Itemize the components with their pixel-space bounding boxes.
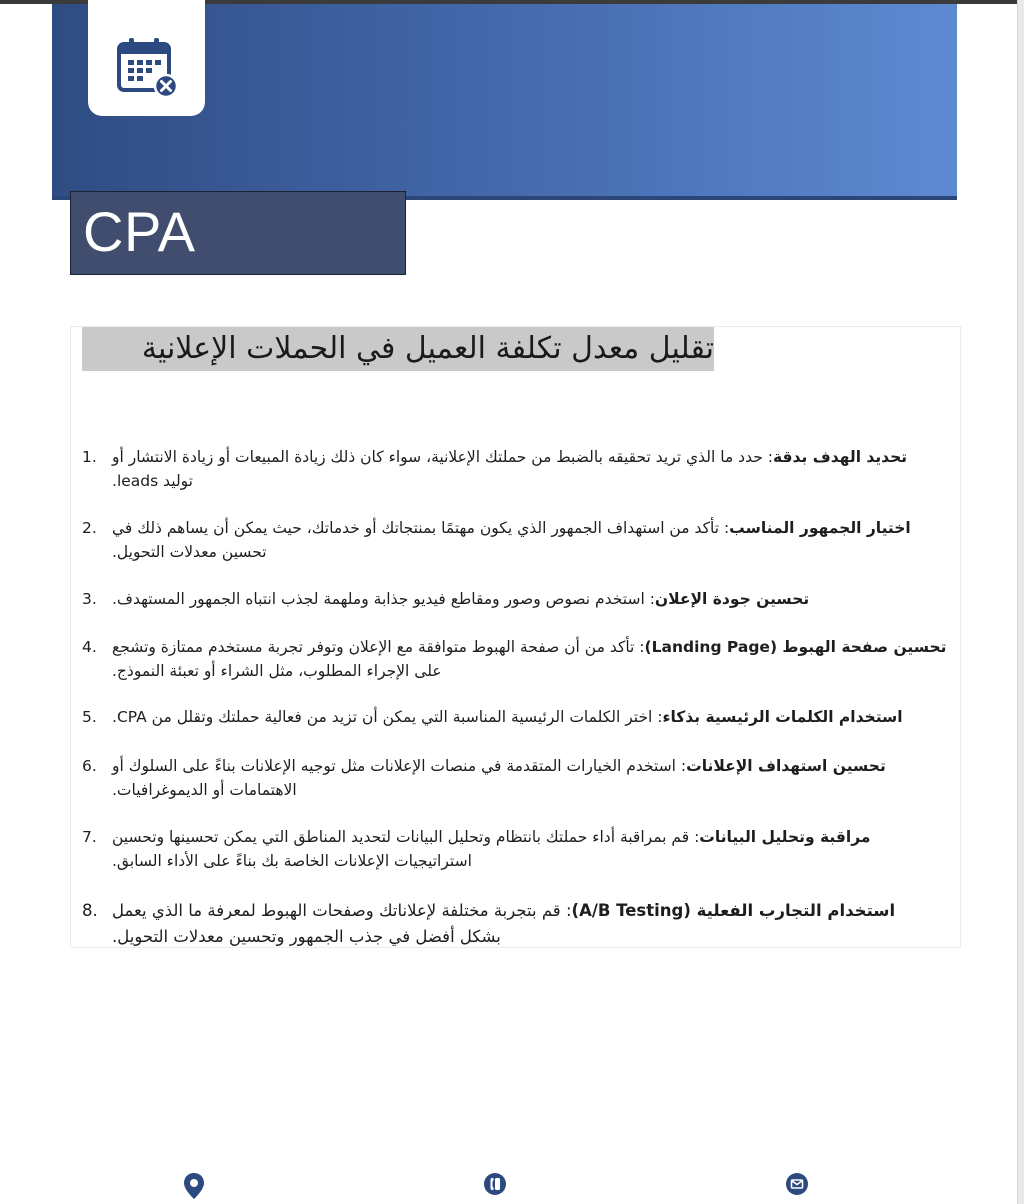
logo-tile xyxy=(88,0,205,116)
item-line: مراقبة وتحليل البيانات: قم بمراقبة أداء حملتك بانتظام وتحليل البيانات لتحديد المناطق التي يمكن تحسينها وتحسين xyxy=(112,828,871,846)
item-title: استخدام التجارب الفعلية (A/B Testing) xyxy=(571,901,896,920)
item-text: اختر الكلمات الرئيسية المناسبة التي يمكن أن تزيد من فعالية حملتك وتقلل من CPA. xyxy=(112,708,653,726)
item-title: استخدام الكلمات الرئيسية بذكاء xyxy=(662,708,903,726)
item-text: تأكد من أن صفحة الهبوط متوافقة مع الإعلان وتوفر تجربة مستخدم ممتازة وتشجع xyxy=(112,638,635,656)
item-text: قم بتجربة مختلفة لإعلاناتك وصفحات الهبوط لمعرفة ما الذي يعمل xyxy=(112,901,561,920)
item-number: 5. xyxy=(82,708,97,726)
item-number: 1. xyxy=(82,448,97,466)
badge-text: CPA xyxy=(83,200,196,263)
item-title: تحسين صفحة الهبوط (Landing Page) xyxy=(644,638,947,656)
item-title: اختيار الجمهور المناسب xyxy=(729,519,911,537)
phone-icon[interactable] xyxy=(483,1172,507,1196)
item-line-continued: بشكل أفضل في جذب الجمهور وتحسين معدلات التحويل. xyxy=(112,927,501,946)
item-line-continued: توليد leads. xyxy=(112,472,193,490)
item-line-continued: تحسين معدلات التحويل. xyxy=(112,543,267,561)
item-number: 7. xyxy=(82,828,97,846)
item-title: تحسين جودة الإعلان xyxy=(654,590,810,608)
item-title: تحديد الهدف بدقة xyxy=(772,448,908,466)
item-line: تحسين جودة الإعلان: استخدم نصوص وصور ومقاطع فيديو جذابة وملهمة لجذب انتباه الجمهور المستهدف. xyxy=(112,590,810,608)
title-badge xyxy=(70,191,406,275)
item-text: تأكد من استهداف الجمهور الذي يكون مهتمًا بمنتجاتك أو خدماتك، حيث يمكن أن يساهم ذلك في xyxy=(112,519,720,537)
item-number: 2. xyxy=(82,519,97,537)
item-line: استخدام التجارب الفعلية (A/B Testing): قم بتجربة مختلفة لإعلاناتك وصفحات الهبوط لمعرفة ما الذي يعمل xyxy=(112,901,896,920)
item-number: 4. xyxy=(82,638,97,656)
item-line: تحديد الهدف بدقة: حدد ما الذي تريد تحقيقه بالضبط من حملتك الإعلانية، سواء كان ذلك زيادة المبيعات أو زيادة الانتشار أو xyxy=(112,448,908,466)
item-line-continued: الاهتمامات أو الديموغرافيات. xyxy=(112,781,297,799)
item-title: مراقبة وتحليل البيانات xyxy=(699,828,871,846)
item-line: تحسين استهداف الإعلانات: استخدم الخيارات المتقدمة في منصات الإعلانات مثل توجيه الإعلانات بناءً على السلوك أو xyxy=(112,757,886,775)
item-line-continued: استراتيجيات الإعلانات الخاصة بك بناءً على الأداء السابق. xyxy=(112,852,472,870)
item-number: 8. xyxy=(82,901,98,920)
item-text: حدد ما الذي تريد تحقيقه بالضبط من حملتك الإعلانية، سواء كان ذلك زيادة المبيعات أو زيادة الانتشار أو xyxy=(112,448,763,466)
item-number: 3. xyxy=(82,590,97,608)
item-text: قم بمراقبة أداء حملتك بانتظام وتحليل البيانات لتحديد المناطق التي يمكن تحسينها وتحسين xyxy=(112,828,690,846)
email-icon[interactable] xyxy=(785,1172,809,1196)
location-pin-icon[interactable] xyxy=(183,1172,205,1200)
item-text: استخدم نصوص وصور ومقاطع فيديو جذابة وملهمة لجذب انتباه الجمهور المستهدف. xyxy=(112,590,645,608)
item-line: اختيار الجمهور المناسب: تأكد من استهداف الجمهور الذي يكون مهتمًا بمنتجاتك أو خدماتك، حيث يمكن أن يساهم ذلك في xyxy=(112,519,911,537)
item-title: تحسين استهداف الإعلانات xyxy=(686,757,886,775)
page-title: تقليل معدل تكلفة العميل في الحملات الإعلانية xyxy=(82,327,714,371)
item-number: 6. xyxy=(82,757,97,775)
calendar-cancel-icon xyxy=(117,36,177,98)
item-line: استخدام الكلمات الرئيسية بذكاء: اختر الكلمات الرئيسية المناسبة التي يمكن أن تزيد من فعالية حملتك وتقلل من CPA. xyxy=(112,708,903,726)
item-line-continued: على الإجراء المطلوب، مثل الشراء أو تعبئة النموذج. xyxy=(112,662,442,680)
item-text: استخدم الخيارات المتقدمة في منصات الإعلانات مثل توجيه الإعلانات بناءً على السلوك أو xyxy=(112,757,676,775)
page-edge xyxy=(1017,0,1024,1204)
item-line: تحسين صفحة الهبوط (Landing Page): تأكد من أن صفحة الهبوط متوافقة مع الإعلان وتوفر تجربة مستخدم ممتازة وتشجع xyxy=(112,638,947,656)
